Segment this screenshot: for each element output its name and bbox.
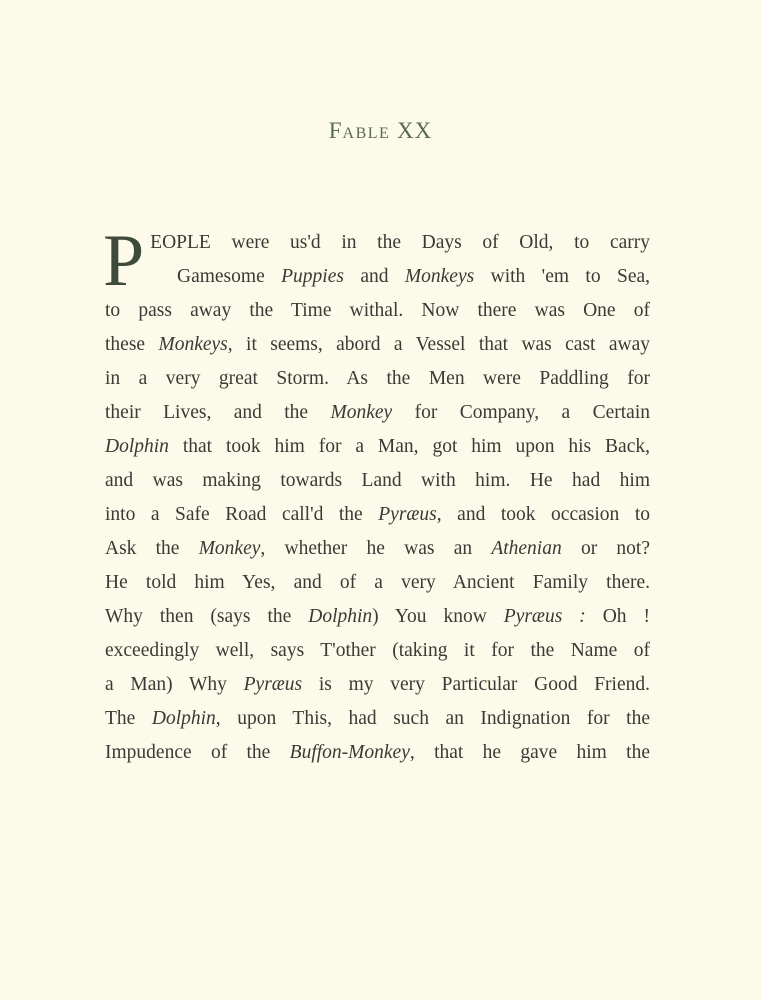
fable-word-initial: F (328, 118, 343, 143)
text-segment: is my very Particular Good Friend. (302, 674, 650, 695)
text-line (105, 362, 650, 396)
italic-word: Dolphin (151, 708, 216, 729)
text-segment: a Man) Why (105, 674, 244, 695)
text-segment: and (343, 266, 405, 287)
text-segment: in a very great Storm. As the Men were Paddling for (105, 368, 650, 389)
text-segment: or not? (561, 538, 650, 559)
text-line (105, 430, 650, 464)
text-segment: with 'em to Sea, (474, 266, 651, 287)
italic-word: Pyræus (378, 504, 437, 525)
italic-word: Pyræus : (503, 606, 586, 627)
text-line (105, 736, 650, 770)
text-line (105, 464, 650, 498)
text-segment: for Company, a Certain (392, 402, 650, 423)
fable-text (103, 220, 651, 770)
text-segment: to pass away the Time withal. Now there was One of (105, 300, 650, 321)
text-segment: The (105, 708, 152, 729)
text-segment: , whether he was an (260, 538, 492, 559)
text-segment: their Lives, and the (105, 402, 331, 423)
italic-word: Puppies (281, 266, 344, 287)
text-line (105, 260, 650, 294)
text-line (105, 600, 650, 634)
italic-word: Monkey (330, 402, 393, 423)
text-segment: , upon This, had such an Indignation for the (215, 708, 650, 729)
italic-word: Monkeys (158, 334, 228, 355)
text-segment: these (105, 334, 159, 355)
text-segment: , that he gave him the (409, 742, 650, 763)
text-lines (103, 220, 651, 770)
text-line (105, 226, 650, 260)
fable-number: XX (397, 118, 433, 143)
text-line (105, 396, 650, 430)
italic-word: Athenian (491, 538, 562, 559)
text-segment: ) You know (372, 606, 504, 627)
text-segment: Why then (says the (105, 606, 309, 627)
text-segment: Gamesome (177, 266, 282, 287)
italic-word: Dolphin (308, 606, 373, 627)
fable-word-rest: ABLE (342, 125, 391, 142)
text-line (105, 498, 650, 532)
drop-cap: P (103, 220, 145, 302)
text-segment: that took him for a Man, got him upon his Back, (168, 436, 650, 457)
italic-word: Buffon-Monkey (289, 742, 410, 763)
text-segment: into a Safe Road call'd the (105, 504, 379, 525)
text-line (105, 702, 650, 736)
italic-word: Monkeys (404, 266, 475, 287)
text-line (105, 566, 650, 600)
text-line (105, 294, 650, 328)
fable-heading (0, 118, 761, 144)
text-segment: Ask the (105, 538, 199, 559)
text-line (105, 328, 650, 362)
text-segment: and was making towards Land with him. He had him (105, 470, 650, 491)
text-line (105, 532, 650, 566)
text-segment: exceedingly well, says T'other (taking it for the Name of (105, 640, 650, 661)
text-segment: Oh ! (585, 606, 651, 627)
text-segment: , and took occasion to (436, 504, 650, 525)
text-segment: Impudence of the (105, 742, 290, 763)
italic-word: Dolphin (105, 436, 169, 457)
italic-word: Monkey (198, 538, 261, 559)
italic-word: Pyræus (243, 674, 303, 695)
text-segment: EOPLE were us'd in the Days of Old, to carry (150, 232, 650, 253)
text-segment: , it seems, abord a Vessel that was cast away (227, 334, 650, 355)
text-line (105, 634, 650, 668)
text-segment: He told him Yes, and of a very Ancient Family there. (105, 572, 650, 593)
text-line (105, 668, 650, 702)
